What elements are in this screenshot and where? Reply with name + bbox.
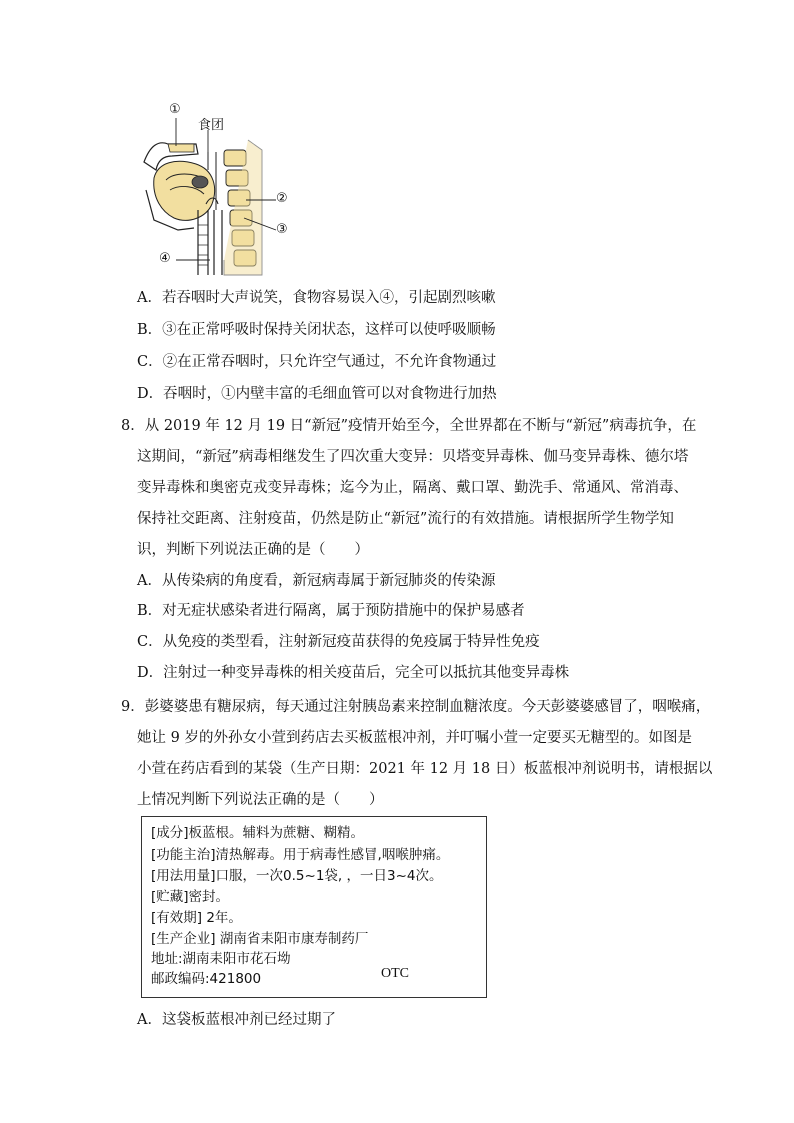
instruction-ingredients: [成分]板蓝根。辅料为蔗糖、糊精。 <box>151 825 365 841</box>
q7-option-b: B．③在正常呼吸时保持关闭状态，这样可以使呼吸顺畅 <box>137 322 496 338</box>
medicine-instructions-box <box>141 816 487 998</box>
q8-stem-line-1: 8．从 2019 年 12 月 19 日“新冠”疫情开始至今，全世界都在不断与“新冠”病毒抗争，在 <box>121 418 697 434</box>
q8-stem-line-4: 保持社交距离、注射疫苗，仍然是防止“新冠”流行的有效措施。请根据所学生物学知 <box>137 511 674 527</box>
label-4: ④ <box>159 251 171 266</box>
q9-option-a: A．这袋板蓝根冲剂已经过期了 <box>137 1012 336 1028</box>
instruction-address: 地址:湖南耒阳市花石坳 <box>151 951 291 967</box>
q7-option-c: C．②在正常吞咽时，只允许空气通过，不允许食物通过 <box>137 354 497 370</box>
q8-stem-line-3: 变异毒株和奥密克戎变异毒株；迄今为止，隔离、戴口罩、勤洗手、常通风、常消毒、 <box>137 480 688 496</box>
q8-option-b: B．对无症状感染者进行隔离，属于预防措施中的保护易感者 <box>137 603 525 619</box>
q8-option-d: D．注射过一种变异毒株的相关疫苗后，完全可以抵抗其他变异毒株 <box>137 665 570 681</box>
q8-stem-line-5: 识，判断下列说法正确的是（ ） <box>137 542 369 558</box>
instruction-manufacturer: [生产企业] 湖南省耒阳市康寿制药厂 <box>151 931 369 947</box>
instruction-postcode: 邮政编码:421800 <box>151 971 262 987</box>
pharynx-diagram <box>136 100 296 282</box>
instruction-dosage: [用法用量]口服，一次0.5~1袋, ，一日3~4次。 <box>151 868 443 884</box>
instruction-storage: [贮藏]密封。 <box>151 889 230 905</box>
label-3: ③ <box>276 222 288 237</box>
q9-stem-line-1: 9．彭婆婆患有糖尿病，每天通过注射胰岛素来控制血糖浓度。今天彭婆婆感冒了，咽喉痛， <box>121 699 711 715</box>
q7-option-d: D．吞咽时，①内壁丰富的毛细血管可以对食物进行加热 <box>137 386 497 402</box>
q7-option-a: A．若吞咽时大声说笑，食物容易误入④，引起剧烈咳嗽 <box>137 290 496 306</box>
instruction-indications: [功能主治]清热解毒。用于病毒性感冒,咽喉肿痛。 <box>151 847 450 863</box>
label-1: ① <box>169 102 181 117</box>
otc-mark: OTC <box>381 966 409 981</box>
label-2: ② <box>276 191 288 206</box>
q8-option-a: A．从传染病的角度看，新冠病毒属于新冠肺炎的传染源 <box>137 573 496 589</box>
q9-stem-line-2: 她让 9 岁的外孙女小萱到药店去买板蓝根冲剂，并叮嘱小萱一定要买无糖型的。如图是 <box>137 730 692 746</box>
q9-stem-line-4: 上情况判断下列说法正确的是（ ） <box>137 792 384 808</box>
q8-stem-line-2: 这期间，“新冠”病毒相继发生了四次重大变异：贝塔变异毒株、伽马变异毒株、德尔塔 <box>137 449 689 465</box>
q8-option-c: C．从免疫的类型看，注射新冠疫苗获得的免疫属于特异性免疫 <box>137 634 540 650</box>
label-food-bolus: 食团 <box>198 118 225 133</box>
instruction-validity: [有效期] 2年。 <box>151 910 242 926</box>
q9-stem-line-3: 小萱在药店看到的某袋（生产日期：2021 年 12 月 18 日）板蓝根冲剂说明书，请根据以 <box>137 761 713 777</box>
